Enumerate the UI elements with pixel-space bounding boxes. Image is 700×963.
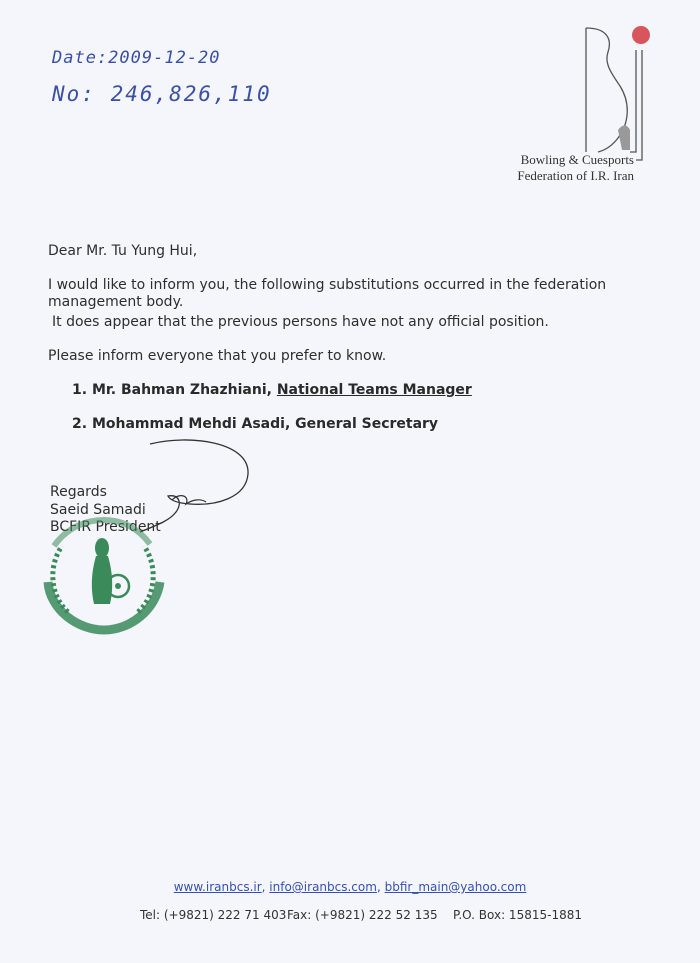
website-link[interactable]: www.iranbcs.ir <box>173 880 262 894</box>
federation-name <box>517 152 634 184</box>
list-number: 1. <box>72 382 88 398</box>
federation-name-line2: Federation of I.R. Iran <box>517 168 634 183</box>
signer-title: BCFIR President <box>50 519 161 535</box>
list-person-role: General Secretary <box>295 416 439 432</box>
federation-seal-icon <box>38 510 168 635</box>
paragraph-previous-persons: It does appear that the previous persons have not any official position. <box>52 314 549 330</box>
federation-name-line1: Bowling & Cuesports <box>520 152 634 167</box>
list-person-name: Mohammad Mehdi Asadi, <box>91 416 291 432</box>
paragraph-substitutions: I would like to inform you, the following substitutions occurred in the federation management body. <box>48 277 607 310</box>
email-link-info[interactable]: info@iranbcs.com <box>269 880 377 894</box>
list-person-name: Mr. Bahman Zhazhiani, <box>91 382 272 398</box>
bowling-pin-logo-icon <box>578 22 658 172</box>
handwritten-reference-number: No: 246,826,110 <box>52 82 272 106</box>
closing-regards: Regards <box>50 484 107 500</box>
salutation: Dear Mr. Tu Yung Hui, <box>48 243 198 259</box>
email-link-yahoo[interactable]: bbfir_main@yahoo.com <box>384 880 527 894</box>
footer-telephone: Tel: (+9821) 222 71 403 <box>140 908 287 922</box>
list-person-role: National Teams Manager <box>276 382 472 398</box>
list-item <box>72 382 472 398</box>
footer-fax: Fax: (+9821) 222 52 135 <box>287 908 438 922</box>
list-number: 2. <box>72 416 88 432</box>
signer-name: Saeid Samadi <box>50 502 146 518</box>
footer-po-box: P.O. Box: 15815-1881 <box>453 908 582 922</box>
paragraph-please-inform: Please inform everyone that you prefer to know. <box>48 348 387 364</box>
footer-links: www.iranbcs.ir, info@iranbcs.com, bbfir_main@yahoo.com <box>173 880 527 894</box>
list-item <box>72 416 438 432</box>
handwritten-date: Date:2009-12-20 <box>52 48 221 68</box>
